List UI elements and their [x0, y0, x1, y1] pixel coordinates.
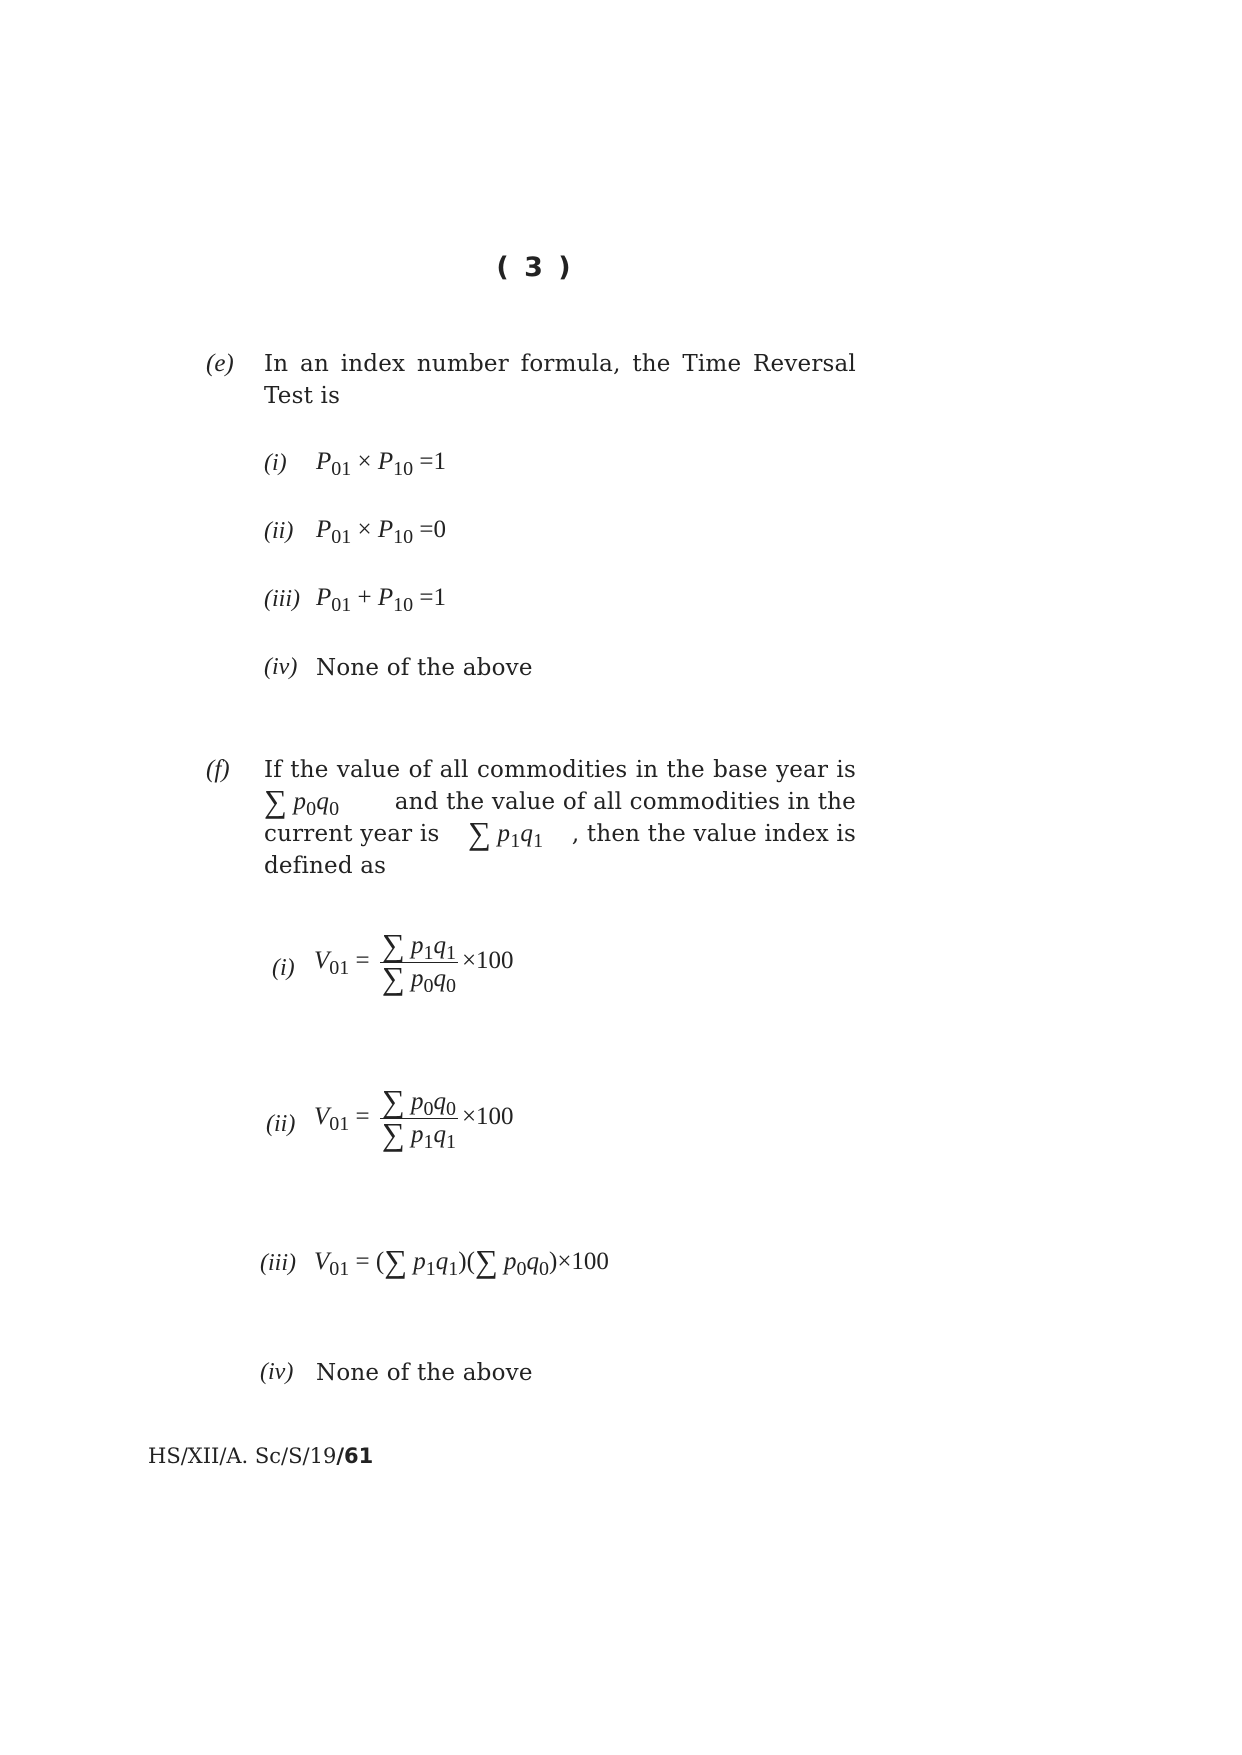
option-f-iii-label: (iii) [260, 1250, 296, 1276]
option-f-i-formula: $V_{01}$ = $\frac{\sum p_1q_1}{\sum p_0q_0}$ ×100 [314, 927, 514, 997]
option-e-ii-formula: $P_{01} \times P_{10} =0$ [316, 516, 447, 548]
page-number: ( 3 ) [496, 252, 574, 283]
question-f-label: (f) [206, 756, 230, 783]
option-e-iii-label: (iii) [264, 586, 300, 612]
option-e-i-label: (i) [264, 450, 287, 476]
question-f-line1: If the value of all commodities in the base year is [264, 757, 856, 783]
option-f-ii-label: (ii) [266, 1111, 296, 1137]
option-e-iii-formula: $P_{01} + P_{10} =1$ [316, 584, 447, 616]
fraction: $\frac{\sum p_0q_0}{\sum p_1q_1}$ [381, 1083, 456, 1153]
sum-p0q0: ∑ $p_0q_0$ [264, 783, 340, 820]
question-e-text-line2: Test is [264, 383, 341, 409]
option-f-i-label: (i) [272, 955, 295, 981]
option-f-iv-label: (iv) [260, 1359, 294, 1385]
question-e-text-line1: In an index number formula, the Time Reversal [264, 351, 856, 377]
question-f-line4: defined as [264, 853, 387, 879]
option-e-iv-label: (iv) [264, 654, 298, 680]
option-f-iii-formula: $V_{01}$ = (∑ $p_1q_1)(\sum$ $p_0q_0)\times 100$ [314, 1243, 609, 1280]
fraction: $\frac{\sum p_1q_1}{\sum p_0q_0}$ [381, 927, 456, 997]
footer-code: HS/XII/A. Sc/S/19/61 [148, 1444, 374, 1468]
option-e-ii-label: (ii) [264, 518, 294, 544]
option-e-iv-text: None of the above [316, 655, 533, 681]
option-f-ii-formula: $V_{01}$ = $\frac{\sum p_0q_0}{\sum p_1q_1}$ ×100 [314, 1083, 514, 1153]
question-e-label: (e) [206, 350, 234, 377]
question-f-line3: current year is ∑ $p_1q_1$ , then the value index is [264, 815, 856, 852]
option-f-iv-text: None of the above [316, 1360, 533, 1386]
option-e-i-formula: $P_{01} \times P_{10} =1$ [316, 448, 447, 480]
question-f-line2: ∑ $p_0q_0$ and the value of all commodities in the [264, 783, 856, 820]
sum-p1q1: ∑ $p_1q_1$ [468, 815, 544, 852]
